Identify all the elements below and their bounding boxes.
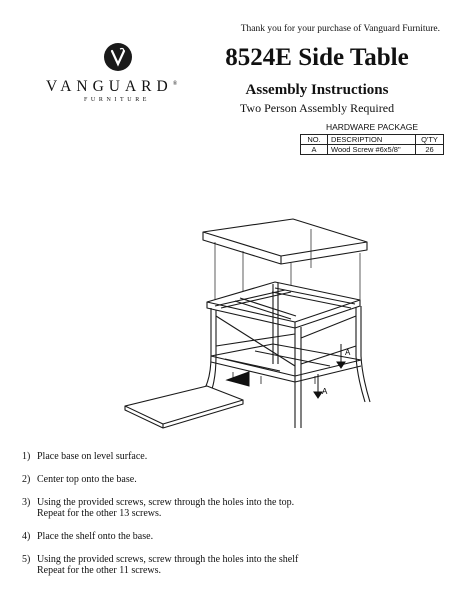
leg-back-right	[356, 306, 370, 402]
top-frame	[207, 282, 360, 322]
arrow-icon	[314, 392, 322, 398]
brand-subtitle: FURNITURE	[84, 97, 151, 103]
cell-qty: 26	[416, 145, 444, 155]
hardware-header-row	[301, 135, 444, 145]
brand-name: VANGUARD®	[46, 78, 178, 95]
assembly-steps	[22, 451, 298, 588]
thank-you-note: Thank you for your purchase of Vanguard Furniture.	[240, 24, 440, 34]
page-subtitle: Assembly Instructions	[245, 82, 389, 98]
leg-front-left	[205, 308, 216, 389]
cell-no: A	[301, 145, 328, 155]
step-item: 4) Place the shelf onto the base.	[22, 531, 154, 542]
v-monogram-circle-icon	[103, 42, 133, 72]
step-item: 5) Using the provided screws, screw through the holes into the shelf Repeat for the other 11 screws.	[22, 554, 299, 576]
header-no: NO.	[301, 135, 328, 145]
hardware-row	[301, 145, 444, 155]
header-description: DESCRIPTION	[328, 135, 416, 145]
assembly-diagram	[115, 196, 415, 446]
cell-description: Wood Screw #6x5/8"	[328, 145, 416, 155]
step-item: 1) Place base on level surface.	[22, 451, 148, 462]
screw-callout-label: A	[345, 348, 351, 357]
screw-callout-label: A	[322, 387, 328, 396]
page-title: 8524E Side Table	[225, 44, 409, 71]
hardware-package-title: HARDWARE PACKAGE	[325, 122, 419, 132]
header-qty: Q'TY	[416, 135, 444, 145]
step-item: 3) Using the provided screws, screw through the holes into the top. Repeat for the other 13 screws.	[22, 497, 295, 519]
placement-arrow-icon	[227, 372, 249, 386]
leg-front-right	[295, 327, 301, 428]
hardware-table	[300, 134, 444, 155]
table-top	[203, 219, 367, 256]
step-item: 2) Center top onto the base.	[22, 474, 137, 485]
assembly-note: Two Person Assembly Required	[239, 101, 395, 115]
